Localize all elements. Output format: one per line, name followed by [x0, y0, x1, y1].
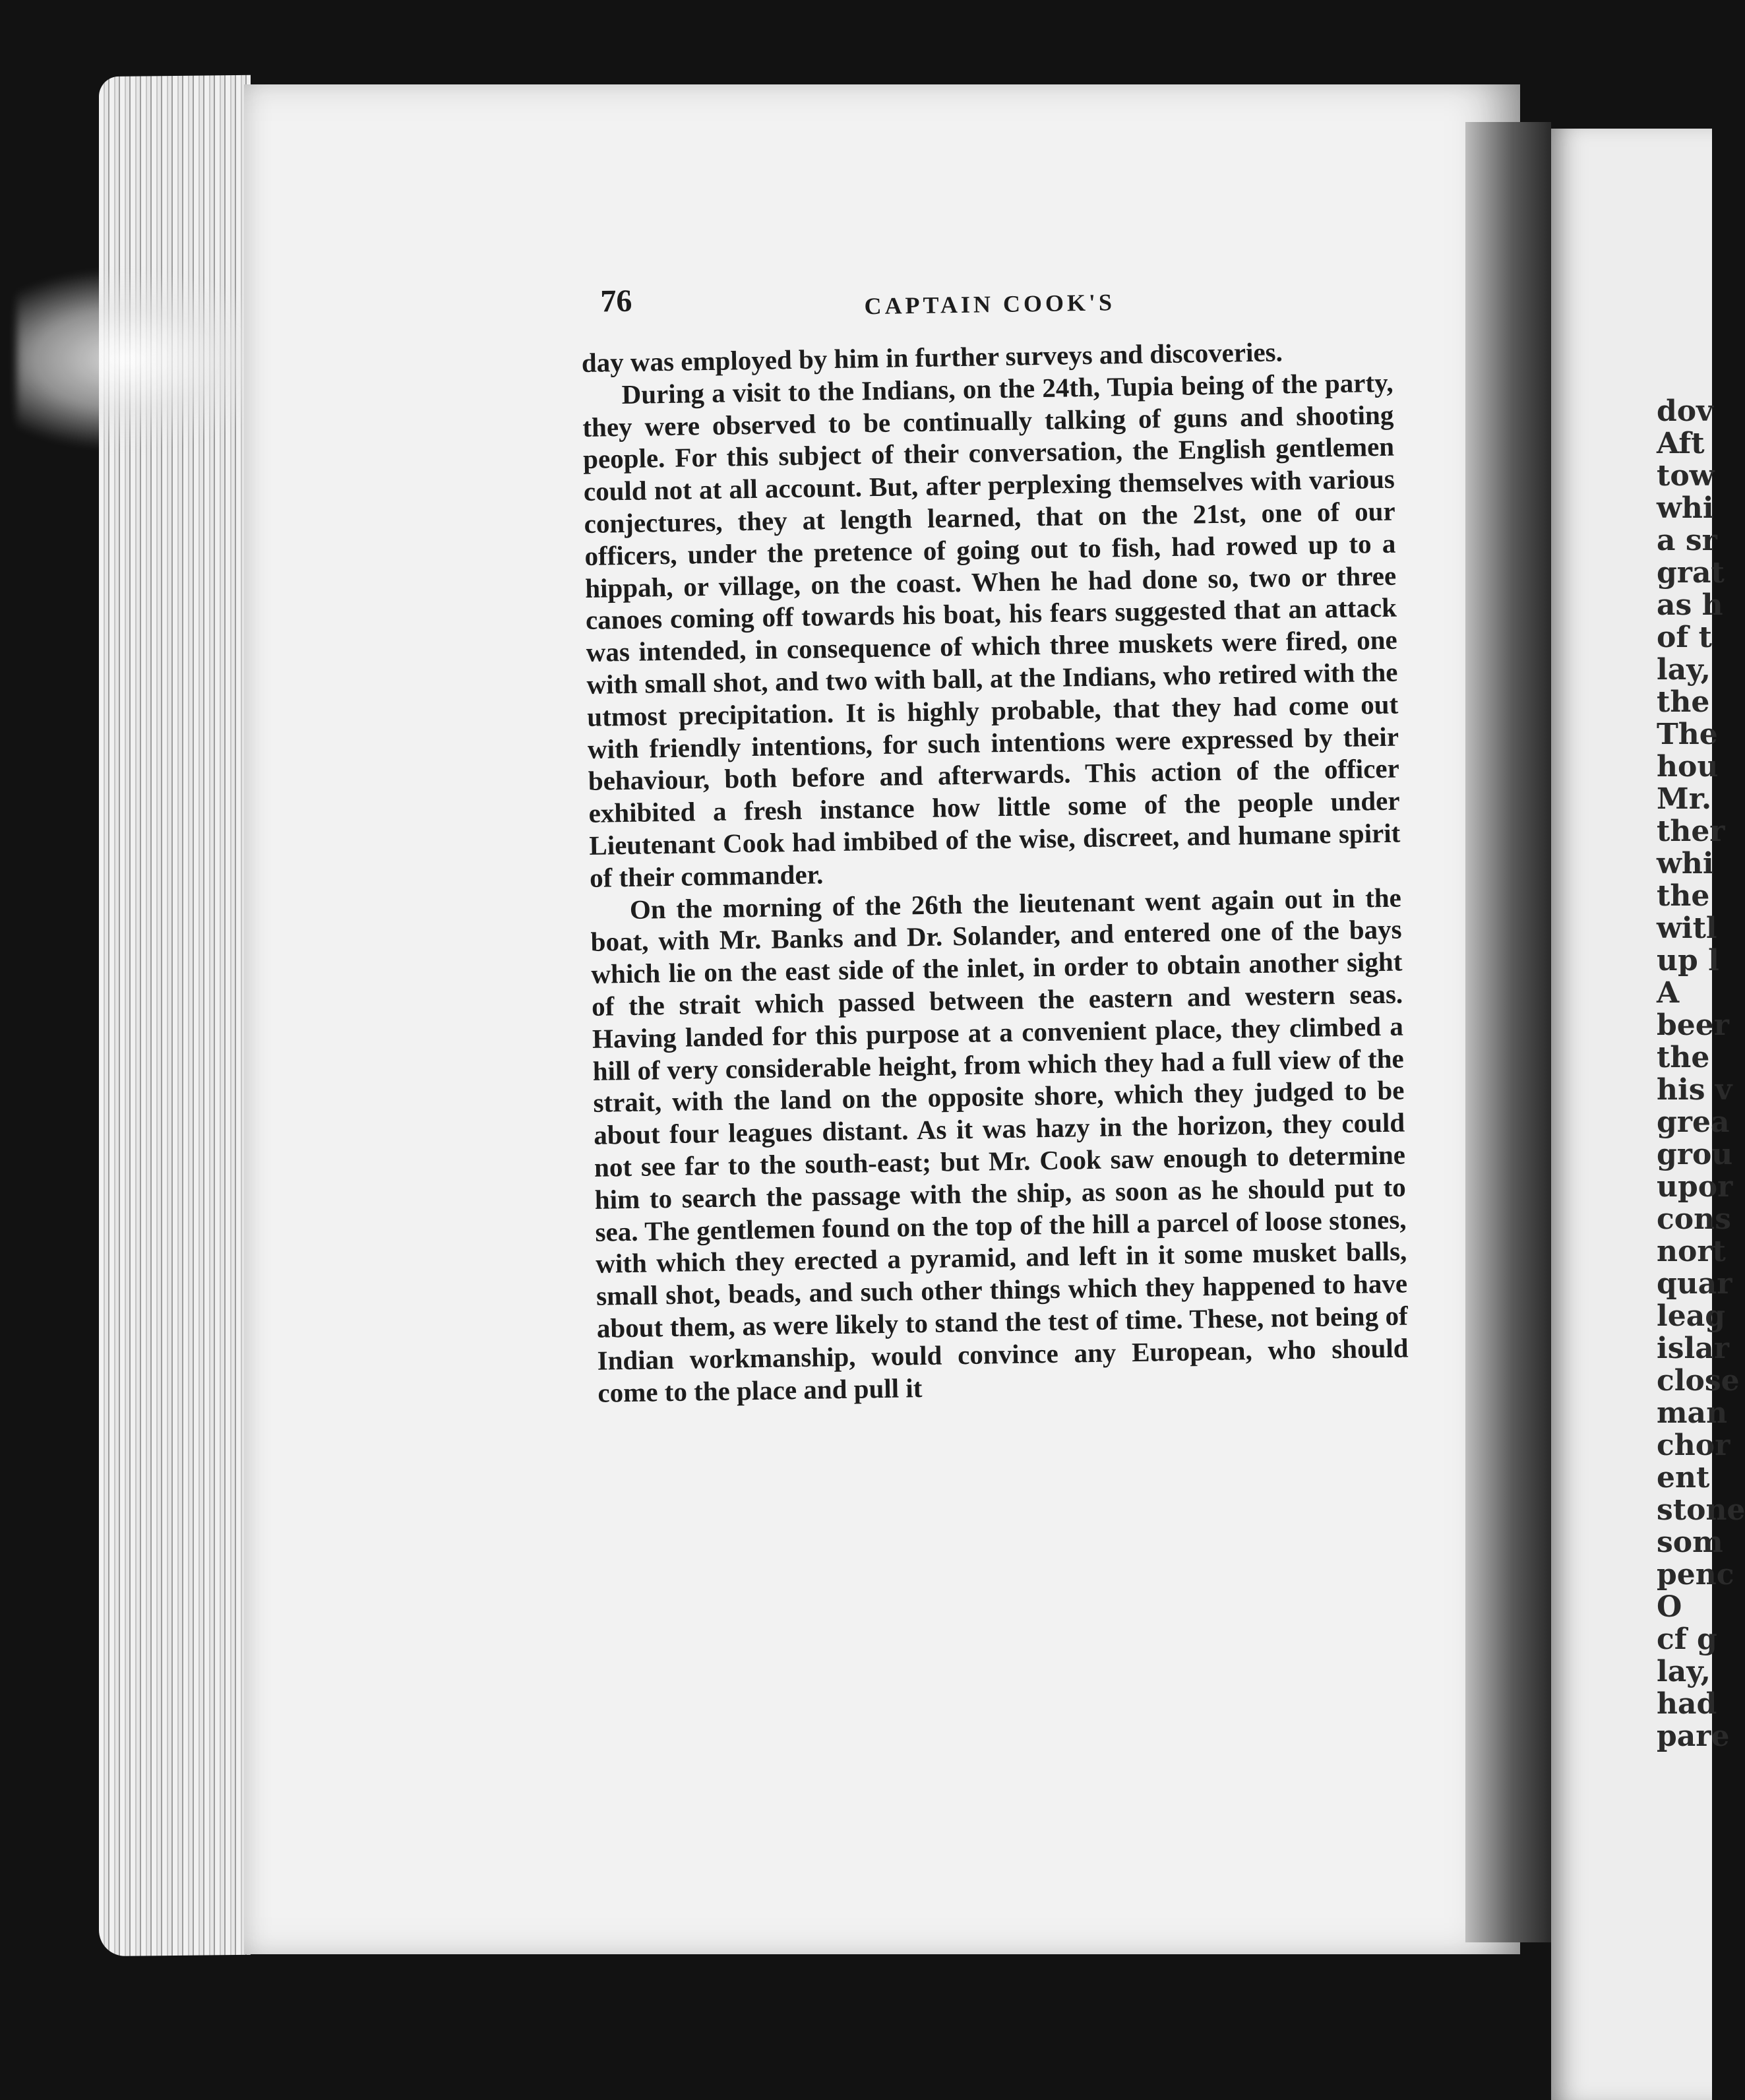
facing-line-fragment: witl	[1657, 911, 1717, 945]
facing-line-fragment: had	[1657, 1687, 1717, 1721]
facing-line-fragment: O	[1657, 1590, 1682, 1624]
facing-line-fragment: cons	[1657, 1202, 1731, 1236]
facing-line-fragment: lay,	[1657, 653, 1711, 687]
facing-line-fragment: stone	[1657, 1493, 1745, 1527]
facing-line-fragment: of t	[1657, 621, 1712, 654]
facing-line-fragment: som	[1657, 1526, 1723, 1559]
facing-line-fragment: penc	[1657, 1558, 1734, 1591]
facing-line-fragment: chor	[1657, 1429, 1730, 1462]
facing-line-fragment: grou	[1657, 1138, 1733, 1171]
facing-line-fragment: whi	[1657, 491, 1714, 525]
body-text	[582, 334, 1409, 1409]
facing-line-fragment: grat	[1657, 556, 1725, 590]
facing-line-fragment: as h	[1657, 588, 1723, 622]
facing-line-fragment: Mr.	[1657, 782, 1712, 816]
facing-line-fragment: close	[1657, 1364, 1740, 1398]
facing-line-fragment: lay,	[1657, 1655, 1711, 1688]
facing-line-fragment: The	[1657, 718, 1718, 751]
facing-line-fragment: the	[1657, 1041, 1710, 1074]
facing-line-fragment: leag	[1657, 1299, 1725, 1333]
page-number: 76	[600, 283, 632, 319]
facing-line-fragment: the	[1657, 685, 1710, 719]
facing-line-fragment: beer	[1657, 1008, 1729, 1042]
facing-line-fragment: dov	[1657, 394, 1713, 428]
facing-line-fragment: up l	[1657, 944, 1719, 977]
facing-line-fragment: hou	[1657, 750, 1719, 784]
facing-line-fragment: cf g	[1657, 1622, 1717, 1656]
paragraph: On the morning of the 26th the lieutenant went again out in the boat, with Mr. Banks and Dr. Solander, and entered one of the bays which lie on the east side of the inlet, in order to obtain another sight of the strait which passed between the eastern and western seas. Having landed for this purpose at a convenient place, they climbed a hill of very considerable height, from which they had a full view of the strait, with the land on the opposite shore, which they judged to be about four leagues distant. As it was hazy in the horizon, they could not see far to the south-east; but Mr. Cook saw enough to determine him to search the passage with the ship, as soon as he should put to sea. The gentlemen found on the top of the hill a parcel of loose stones, with which they erected a pyramid, and left in it some musket balls, small shot, beads, and such other things which they happened to have about them, as were likely to stand the test of time. These, not being of Indian workmanship, would convince any European, who should come to the place and pull it	[590, 882, 1409, 1408]
facing-line-fragment: the	[1657, 879, 1710, 913]
facing-line-fragment: whi	[1657, 847, 1714, 880]
facing-line-fragment: A	[1657, 976, 1680, 1010]
facing-line-fragment: quar	[1657, 1267, 1732, 1301]
paragraph: During a visit to the Indians, on the 24th, Tupia being of the party, they were observed to be continually talking of guns and shooting people. For this subject of their conversation, the English gentlemen could not at all account. But, after perplexing themselves with various conjectures, they at length learned, that on the 21st, one of our officers, under the pretence of going out to fish, had rowed up to a hippah, or village, on the coast. When he had done so, two or three canoes coming off towards his boat, his fears suggested that an attack was intended, in consequence of which three muskets were fired, one with small shot, and two with ball, at the Indians, who retired with the utmost precipitation. It is highly probable, that they had come out with friendly intentions, for such intentions were expressed by their behaviour, both before and afterwards. This action of the officer exhibited a fresh instance how little some of the people under Lieutenant Cook had imbibed of the wise, discreet, and humane spirit of their commander.	[582, 367, 1401, 893]
facing-line-fragment: man	[1657, 1396, 1728, 1430]
facing-line-fragment: upor	[1657, 1170, 1733, 1204]
facing-line-fragment: grea	[1657, 1105, 1730, 1139]
facing-line-fragment: pare	[1657, 1719, 1730, 1753]
page-text-block	[580, 271, 1409, 1409]
book-gutter	[1465, 122, 1551, 1942]
facing-line-fragment: a sr	[1657, 524, 1717, 557]
paragraph: day was employed by him in further surveys and discoveries.	[581, 336, 1283, 378]
running-head: CAPTAIN COOK'S	[864, 289, 1116, 320]
facing-line-fragment: Aft	[1657, 427, 1705, 460]
facing-line-fragment: ther	[1657, 815, 1725, 848]
facing-line-fragment: nort	[1657, 1235, 1726, 1268]
facing-line-fragment: ent	[1657, 1461, 1710, 1495]
facing-line-fragment: his v	[1657, 1073, 1732, 1107]
facing-line-fragment: islar	[1657, 1332, 1729, 1365]
facing-line-fragment: tow	[1657, 459, 1715, 493]
